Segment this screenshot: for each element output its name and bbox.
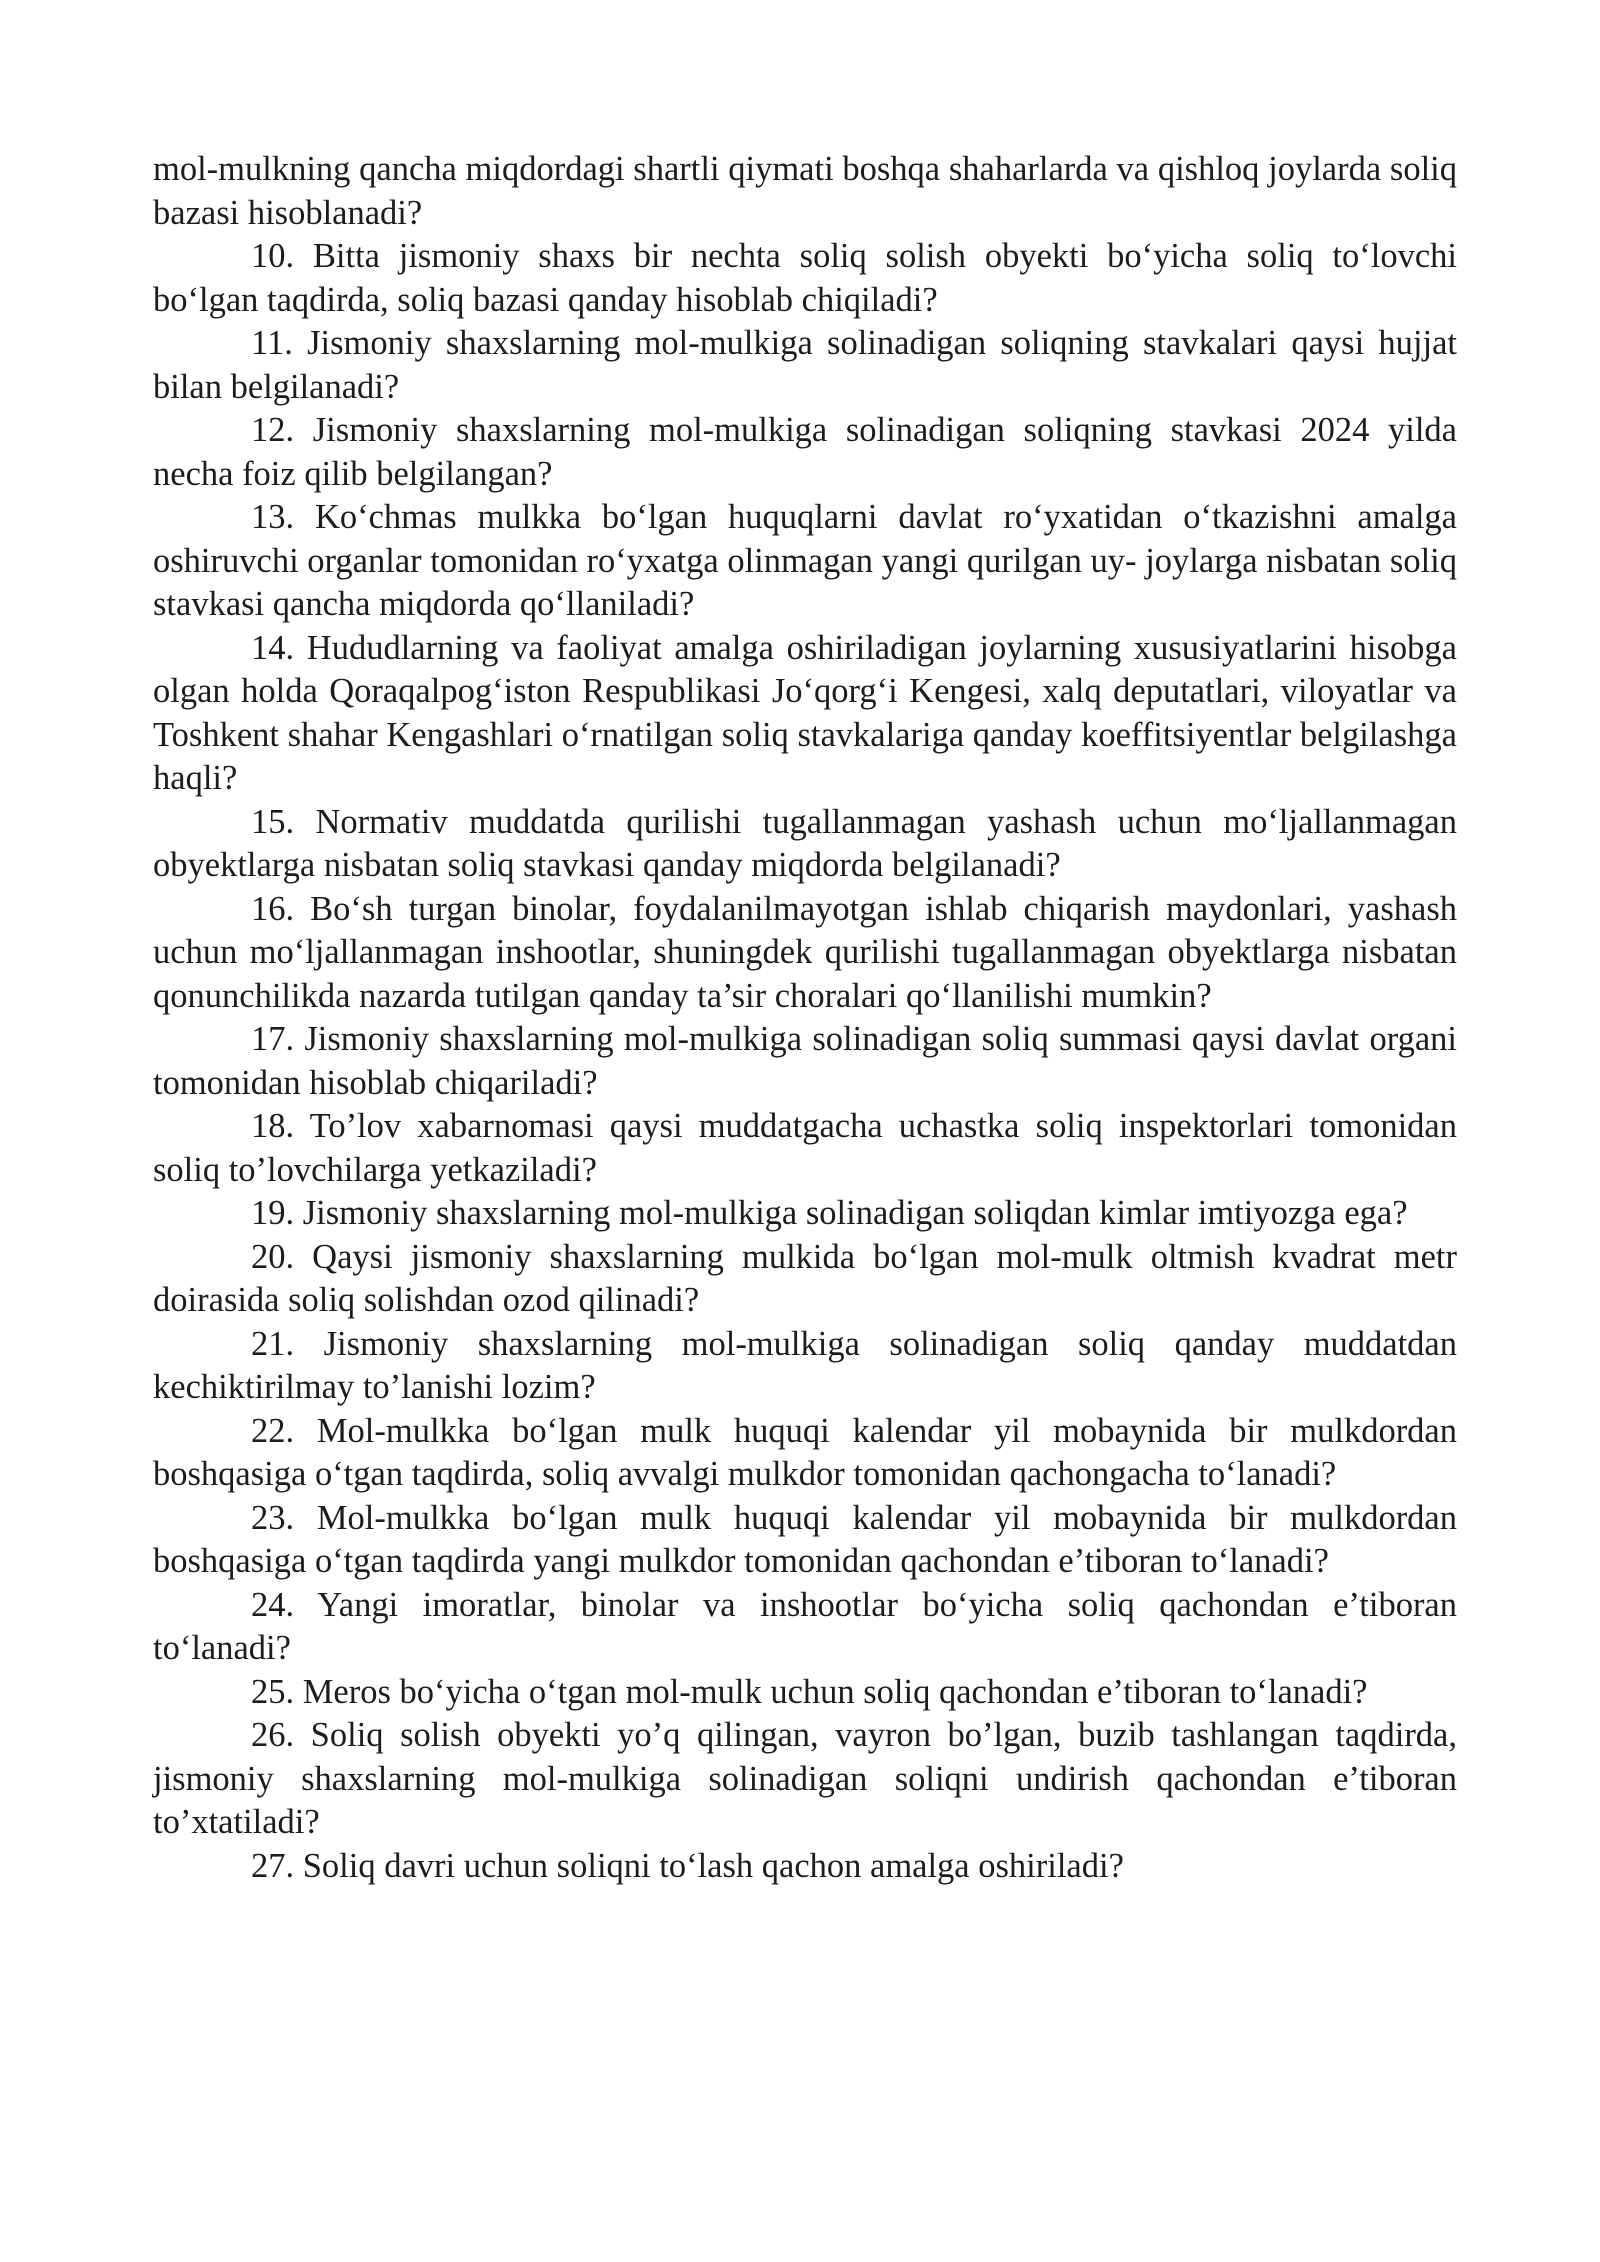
question-26: 26. Soliq solish obyekti yo’q qilingan, vayron bo’lgan, buzib tashlangan taqdirda, jismoniy shaxslarning mol-mulkiga solinadigan soliqni undirish qachondan e’tiboran to’xtatiladi? — [153, 1716, 1457, 1841]
document-body — [153, 148, 1457, 1888]
question-16: 16. Bo‘sh turgan binolar, foydalanilmayotgan ishlab chiqarish maydonlari, yashash uchun mo‘ljallanmagan inshootlar, shuningdek qurilishi tugallanmagan obyektlarga nisbatan qonunchilikda nazarda tutilgan qanday ta’sir choralari qo‘llanilishi mumkin? — [153, 889, 1457, 1015]
question-18: 18. To’lov xabarnomasi qaysi muddatgacha uchastka soliq inspektorlari tomonidan soliq to’lovchilarga yetkaziladi? — [153, 1107, 1457, 1189]
question-23: 23. Mol-mulkka bo‘lgan mulk huquqi kalendar yil mobaynida bir mulkdordan boshqasiga o‘tgan taqdirda yangi mulkdor tomonidan qachondan e’tiboran to‘lanadi? — [153, 1498, 1457, 1580]
question-15: 15. Normativ muddatda qurilishi tugallanmagan yashash uchun mo‘ljallanmagan obyektlarga nisbatan soliq stavkasi qanday miqdorda belgilanadi? — [153, 802, 1457, 884]
question-12: 12. Jismoniy shaxslarning mol-mulkiga solinadigan soliqning stavkasi 2024 yilda necha foiz qilib belgilangan? — [153, 411, 1457, 493]
question-27: 27. Soliq davri uchun soliqni to‘lash qachon amalga oshiriladi? — [251, 1846, 1124, 1885]
question-14: 14. Hududlarning va faoliyat amalga oshiriladigan joylarning xususiyatlarini hisobga olgan holda Qoraqalpog‘iston Respublikasi Jo‘qorg‘i Kengesi, xalq deputatlari, viloyatlar va Toshkent shahar Kengashlari o‘rnatilgan soliq stavkalariga qanday koeffitsiyentlar belgilashga haqli? — [153, 628, 1457, 797]
question-13: 13. Ko‘chmas mulkka bo‘lgan huquqlarni davlat ro‘yxatidan o‘tkazishni amalga oshiruvchi organlar tomonidan ro‘yxatga olinmagan yangi qurilgan uy- joylarga nisbatan soliq stavkasi qancha miqdorda qo‘llaniladi? — [153, 498, 1457, 623]
question-24: 24. Yangi imoratlar, binolar va inshootlar bo‘yicha soliq qachondan e’tiboran to‘lanadi? — [153, 1585, 1457, 1667]
question-21: 21. Jismoniy shaxslarning mol-mulkiga solinadigan soliq qanday muddatdan kechiktirilmay to’lanishi lozim? — [153, 1324, 1457, 1406]
paragraph-continuation: mol-mulkning qancha miqdordagi shartli qiymati boshqa shaharlarda va qishloq joylarda soliq bazasi hisoblanadi? — [153, 150, 1457, 232]
question-11: 11. Jismoniy shaxslarning mol-mulkiga solinadigan soliqning stavkalari qaysi hujjat bilan belgilanadi? — [153, 324, 1457, 406]
question-20: 20. Qaysi jismoniy shaxslarning mulkida bo‘lgan mol-mulk oltmish kvadrat metr doirasida soliq solishdan ozod qilinadi? — [153, 1237, 1457, 1319]
question-22: 22. Mol-mulkka bo‘lgan mulk huquqi kalendar yil mobaynida bir mulkdordan boshqasiga o‘tgan taqdirda, soliq avvalgi mulkdor tomonidan qachongacha to‘lanadi? — [153, 1411, 1457, 1493]
question-25: 25. Meros bo‘yicha o‘tgan mol-mulk uchun soliq qachondan e’tiboran to‘lanadi? — [251, 1672, 1368, 1711]
question-19: 19. Jismoniy shaxslarning mol-mulkiga solinadigan soliqdan kimlar imtiyozga ega? — [251, 1194, 1408, 1232]
question-10: 10. Bitta jismoniy shaxs bir nechta soliq solish obyekti bo‘yicha soliq to‘lovchi bo‘lgan taqdirda, soliq bazasi qanday hisoblab chiqiladi? — [153, 237, 1457, 319]
question-17: 17. Jismoniy shaxslarning mol-mulkiga solinadigan soliq summasi qaysi davlat organi tomonidan hisoblab chiqariladi? — [153, 1020, 1457, 1102]
